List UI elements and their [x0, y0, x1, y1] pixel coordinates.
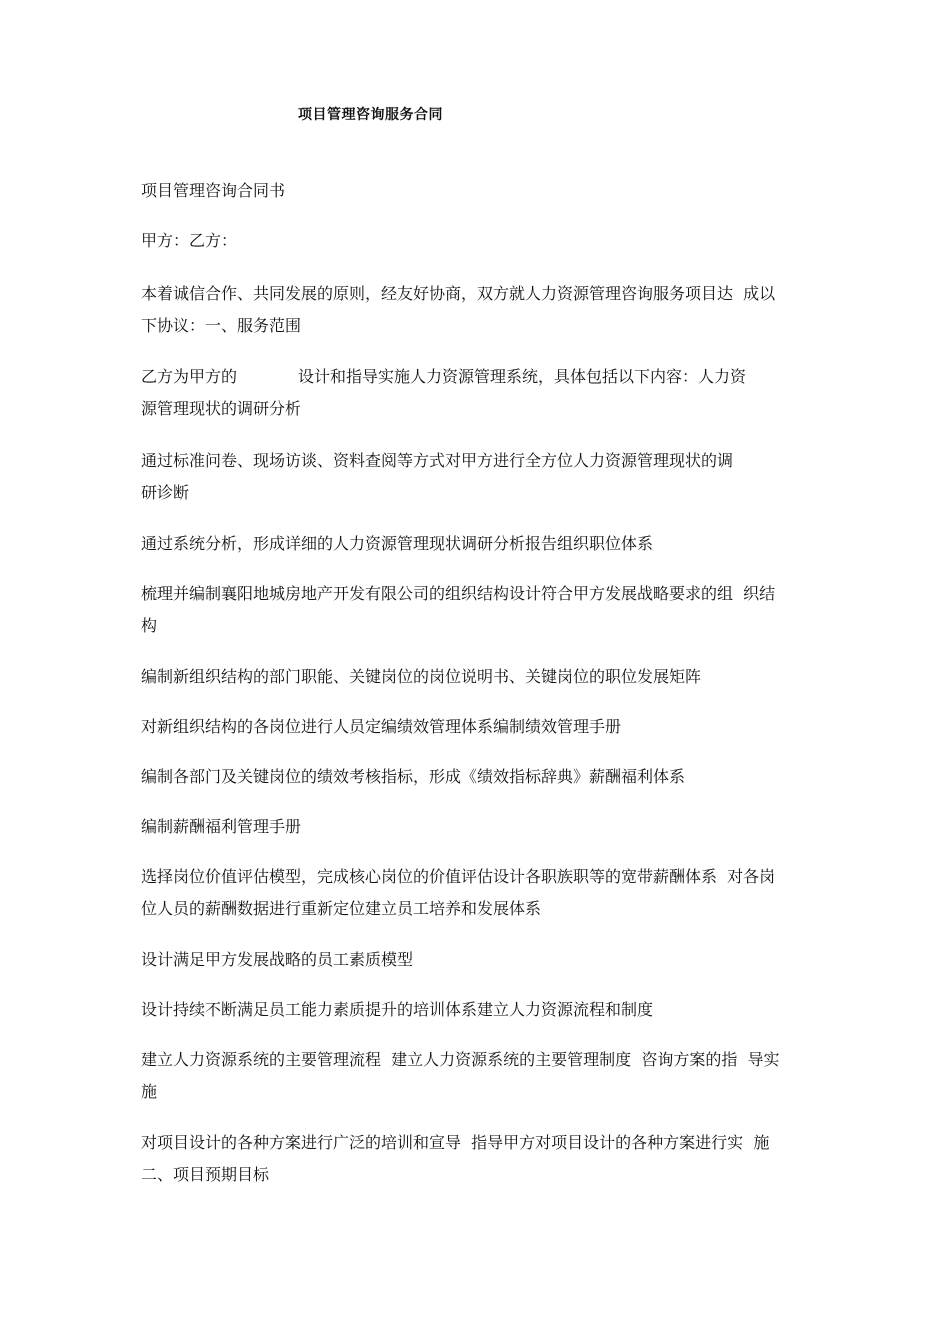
paragraph-line: 对项目设计的各种方案进行广泛的培训和宣导 指导甲方对项目设计的各种方案进行实 施 [141, 1133, 770, 1152]
paragraph-line: 通过标准问卷、现场访谈、资料查阅等方式对甲方进行全方位人力资源管理现状的调 [141, 451, 734, 470]
paragraph-line: 研诊断 [141, 483, 190, 502]
paragraph-line: 下协议：一、服务范围 [141, 316, 302, 335]
paragraph-line: 选择岗位价值评估模型，完成核心岗位的价值评估设计各职族职等的宽带薪酬体系 对各岗 [141, 867, 776, 886]
paragraph-4 [141, 361, 746, 425]
paragraph-line: 建立人力资源系统的主要管理流程 建立人力资源系统的主要管理制度 咨询方案的指 导实 [141, 1050, 780, 1069]
paragraph-line: 编制各部门及关键岗位的绩效考核指标，形成《绩效指标辞典》薪酬福利体系 [141, 767, 686, 786]
paragraph-line: 本着诚信合作、共同发展的原则，经友好协商，双方就人力资源管理咨询服务项目达 成以 [141, 284, 776, 303]
paragraph-14 [141, 994, 653, 1026]
paragraph-line: 位人员的薪酬数据进行重新定位建立员工培养和发展体系 [141, 899, 542, 918]
paragraph-line: 构 [141, 616, 158, 635]
paragraph-13 [141, 944, 413, 976]
paragraph-1 [141, 175, 285, 207]
paragraph-line: 甲方：乙方： [141, 231, 238, 250]
paragraph-6 [141, 528, 653, 560]
paragraph-16 [141, 1127, 769, 1191]
paragraph-line: 乙方为甲方的 设计和指导实施人力资源管理系统，具体包括以下内容：人力资 [141, 367, 747, 386]
paragraph-line: 对新组织结构的各岗位进行人员定编绩效管理体系编制绩效管理手册 [141, 717, 622, 736]
paragraph-10 [141, 761, 685, 793]
document-title: 项目管理咨询服务合同 [298, 107, 443, 123]
paragraph-15 [141, 1044, 780, 1108]
paragraph-9 [141, 711, 621, 743]
paragraph-12 [141, 861, 775, 925]
paragraph-line: 源管理现状的调研分析 [141, 399, 302, 418]
paragraph-line: 二、项目预期目标 [141, 1165, 270, 1184]
paragraph-line: 编制新组织结构的部门职能、关键岗位的岗位说明书、关键岗位的职位发展矩阵 [141, 667, 702, 686]
paragraph-line: 项目管理咨询合同书 [141, 181, 286, 200]
paragraph-line: 设计持续不断满足员工能力素质提升的培训体系建立人力资源流程和制度 [141, 1000, 654, 1019]
paragraph-line: 编制薪酬福利管理手册 [141, 817, 302, 836]
paragraph-line: 设计满足甲方发展战略的员工素质模型 [141, 950, 414, 969]
paragraph-line: 施 [141, 1082, 158, 1101]
paragraph-5 [141, 445, 733, 509]
paragraph-line: 梳理并编制襄阳地城房地产开发有限公司的组织结构设计符合甲方发展战略要求的组 织结 [141, 584, 776, 603]
paragraph-line: 通过系统分析，形成详细的人力资源管理现状调研分析报告组织职位体系 [141, 534, 654, 553]
paragraph-11 [141, 811, 301, 843]
paragraph-3 [141, 278, 775, 342]
paragraph-2 [141, 225, 237, 257]
paragraph-8 [141, 661, 701, 693]
paragraph-7 [141, 578, 775, 642]
